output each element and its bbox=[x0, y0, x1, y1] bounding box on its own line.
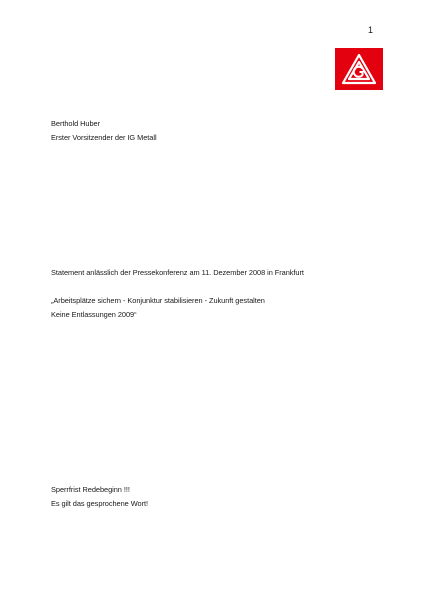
author-name: Berthold Huber bbox=[51, 119, 101, 128]
embargo-line-2: Es gilt das gesprochene Wort! bbox=[51, 499, 149, 508]
statement-quote-line-1: „Arbeitsplätze sichern - Konjunktur stabilisieren - Zukunft gestalten bbox=[51, 296, 265, 305]
ig-metall-logo-icon bbox=[335, 48, 383, 90]
page-number: 1 bbox=[368, 25, 374, 35]
author-title: Erster Vorsitzender der IG Metall bbox=[51, 133, 157, 142]
statement-quote-line-2: Keine Entlassungen 2009“ bbox=[51, 310, 137, 319]
embargo-line-1: Sperrfrist Redebeginn !!! bbox=[51, 485, 130, 494]
statement-intro: Statement anlässlich der Pressekonferenz am 11. Dezember 2008 in Frankfurt bbox=[51, 268, 304, 277]
